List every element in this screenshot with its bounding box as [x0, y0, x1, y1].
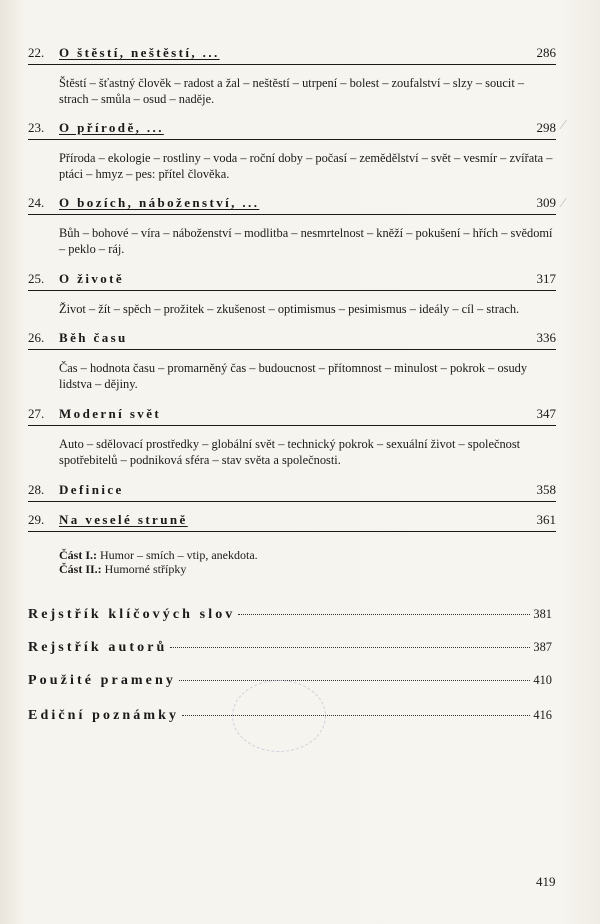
part-text: Humorné střípky: [104, 562, 187, 576]
chapter-page-number: 347: [536, 406, 556, 421]
chapter-entry: [28, 119, 556, 182]
chapter-entry: [28, 329, 556, 392]
chapter-page-number: 309: [536, 195, 556, 210]
chapter-page-number: 317: [536, 271, 556, 286]
chapter-page-number: 361: [536, 512, 556, 527]
chapter-entry: [28, 511, 556, 576]
dot-leader: [179, 679, 530, 681]
chapter-keywords: Štěstí – šťastný člověk – radost a žal – neštěstí – utrpení – bolest – zoufalství – slzy – soucit – strach – smůla – osud – naděje.: [59, 76, 525, 106]
chapter-title: Na veselé struně: [59, 512, 188, 527]
chapter-title: O životě: [59, 271, 125, 286]
index-entry: [28, 604, 552, 624]
chapter-number: 29.: [28, 512, 45, 527]
index-page-number: 381: [533, 607, 552, 621]
chapter-page-number: 358: [536, 482, 556, 497]
chapter-heading: [28, 44, 556, 65]
chapter-number: 27.: [28, 406, 45, 421]
pencil-mark: ⁄: [562, 196, 565, 211]
index-title: Použité prameny: [28, 673, 176, 688]
chapter-heading: [28, 329, 556, 350]
chapter-parts: [59, 548, 556, 576]
chapter-heading: [28, 405, 556, 426]
chapter-entry: [28, 405, 556, 468]
chapter-title: Moderní svět: [59, 406, 162, 421]
library-stamp: [232, 680, 326, 752]
chapter-heading: [28, 511, 556, 532]
chapter-title: O bozích, náboženství, ...: [59, 195, 260, 210]
part-line: [59, 548, 556, 562]
chapter-number: 23.: [28, 120, 45, 135]
chapter-entry: [28, 194, 556, 257]
chapter-keywords: Čas – hodnota času – promarněný čas – budoucnost – přítomnost – minulost – pokrok – osudy lidstva – dějiny.: [59, 361, 528, 391]
index-page-number: 410: [533, 673, 552, 687]
chapter-number: 28.: [28, 482, 45, 497]
chapter-keywords: Auto – sdělovací prostředky – globální svět – technický pokrok – sexuální život – společnost spotřebitelů – podniková sféra – stav světa a společnosti.: [59, 437, 521, 467]
chapter-entry: [28, 481, 556, 502]
chapter-heading: [28, 194, 556, 215]
index-page-number: 416: [533, 708, 552, 722]
index-entry: [28, 637, 552, 657]
index-page-number: 387: [533, 640, 552, 654]
chapter-heading: [28, 270, 556, 291]
chapter-keywords: Život – žít – spěch – prožitek – zkušenost – optimismus – pesimismus – ideály – cíl – strach.: [59, 302, 520, 316]
part-label: Část II.:: [59, 562, 102, 576]
chapter-title: O štěstí, neštěstí, ...: [59, 45, 220, 60]
chapter-title: O přírodě, ...: [59, 120, 164, 135]
part-line: [59, 562, 556, 576]
chapter-number: 24.: [28, 195, 45, 210]
chapter-title: Běh času: [59, 330, 128, 345]
chapter-entry: [28, 270, 556, 317]
chapter-page-number: 336: [536, 330, 556, 345]
part-text: Humor – smích – vtip, anekdota.: [100, 548, 258, 562]
index-title: Rejstřík autorů: [28, 640, 168, 655]
chapter-keywords: Příroda – ekologie – rostliny – voda – roční doby – počasí – zemědělství – svět – vesmír – zvířata – ptáci – hmyz – pes: přítel člověka.: [59, 151, 553, 181]
chapter-page-number: 298: [536, 120, 556, 135]
index-title: Rejstřík klíčových slov: [28, 607, 236, 622]
chapter-heading: [28, 119, 556, 140]
dot-leader: [238, 613, 530, 615]
chapter-entry: [28, 44, 556, 107]
chapter-title: Definice: [59, 482, 124, 497]
chapter-number: 25.: [28, 271, 45, 286]
chapter-number: 26.: [28, 330, 45, 345]
pencil-mark: ⁄: [562, 118, 565, 133]
chapter-keywords: Bůh – bohové – víra – náboženství – modlitba – nesmrtelnost – kněží – pokušení – hřích – svědomí – peklo – ráj.: [59, 226, 553, 256]
chapter-number: 22.: [28, 45, 45, 60]
dot-leader: [170, 646, 530, 648]
page-number: 419: [536, 874, 556, 889]
chapter-page-number: 286: [536, 45, 556, 60]
index-title: Ediční poznámky: [28, 708, 180, 723]
part-label: Část I.:: [59, 548, 97, 562]
chapter-heading: [28, 481, 556, 502]
